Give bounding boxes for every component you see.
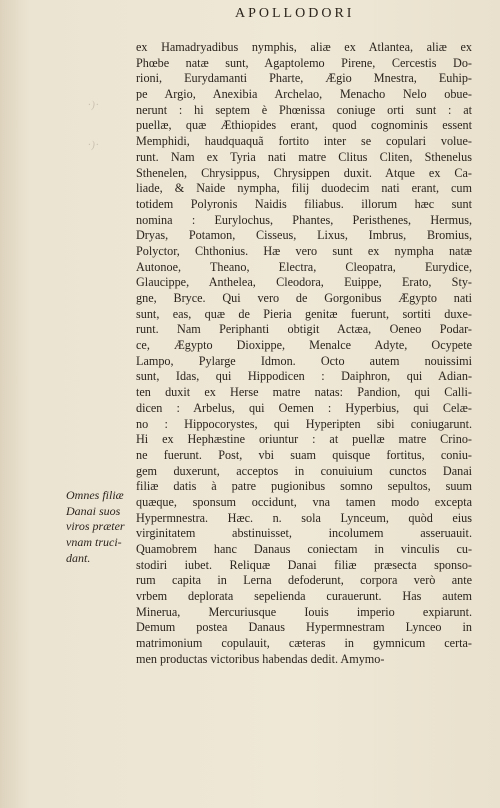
text-line: puellæ, quæ Æthiopides erant, quod cognominis essent <box>136 118 472 133</box>
text-line: pe Argio, Anexibia Archelao, Menacho Nelo obue- <box>136 87 472 102</box>
text-line: sunt, Idas, qui Hippodicen : Daiphron, qui Adian- <box>136 369 472 384</box>
text-line: men productas victoribus habendas dedit. Amymo- <box>136 651 385 666</box>
text-line: ne fuerunt. Post, vbi suam quisque fortitus, coniu- <box>136 447 472 462</box>
text-line: runt. Nam Periphanti obtigit Actæa, Oeneo Podar- <box>136 322 472 337</box>
text-line: gne, Bryce. Qui vero de Gorgonibus Ægypto nati <box>136 291 472 305</box>
text-line: ce, Ægypto Dioxippe, Menalce Adyte, Ocypete <box>136 338 472 353</box>
text-line: matrimonium copulauit, cæteras in gymnicum certa- <box>136 636 472 651</box>
text-line: gem duxerunt, acceptos in conuiuium cunctos Danai <box>136 463 472 478</box>
margin-note-line: vnam truci- <box>66 535 122 550</box>
text-line: rum capita in Lerna defoderunt, corpora verò ante <box>136 573 472 588</box>
text-line: rioni, Eurydamanti Pharte, Ægio Mnestra, Euhip- <box>136 71 472 86</box>
margin-note-line: viros præter <box>66 519 125 534</box>
text-line: dicen : Arbelus, qui Oemen : Hyperbius, qui Celæ- <box>136 400 472 415</box>
show-through-mark: ·)· <box>88 140 100 151</box>
text-line: quæque, sponsum occidunt, vna tamen modo excepta <box>136 494 472 509</box>
text-line: totidem Polyronis Naidis filiabus. illorum hæc sunt <box>136 196 472 211</box>
text-line: Glaucippe, Anthelea, Cleodora, Euippe, Erato, Sty- <box>136 275 472 290</box>
text-line: Memphidi, haudquaquã fortito inter se copulari volue- <box>136 134 472 149</box>
text-line: Autonoe, Theano, Electra, Cleopatra, Eurydice, <box>136 259 472 274</box>
text-line: runt. Nam ex Tyria nati matre Clitus Cliten, Sthenelus <box>136 149 472 164</box>
running-head: APOLLODORI <box>235 6 355 21</box>
text-line: Lampo, Pylarge Idmon. Octo autem nouissimi <box>136 353 472 368</box>
text-line: Hi ex Hephæstine oriuntur : at puellæ matre Crino- <box>136 432 472 447</box>
margin-note <box>66 488 136 566</box>
text-line: stodiri iubet. Reliquæ Danai filiæ præsecta sponso- <box>136 557 472 572</box>
text-line: virginitatem abstinuisset, incolumem asseruauit. <box>136 526 472 541</box>
text-line: Sthenelen, Chrysippus, Chrysippen duxit. Atque ex Ca- <box>136 165 472 180</box>
text-line: filiæ datis à patre pugionibus somno sepultos, suum <box>136 479 472 494</box>
text-line: Polyctor, Chthonius. Hæ vero sunt ex nympha natæ <box>136 243 472 258</box>
text-line: Demum postea Danaus Hypermnestram Lynceo in <box>136 620 472 635</box>
text-line: nerunt : hi septem è Phœnissa coniuge orti sunt : at <box>136 102 472 117</box>
text-line: Hypermnestra. Hæc. n. sola Lynceum, quòd eius <box>136 510 472 525</box>
show-through-mark: ·)· <box>88 100 100 111</box>
margin-note-line: Danai suos <box>66 503 121 518</box>
text-line: no : Hippocorystes, qui Hyperipten sibi coniugarunt. <box>136 416 472 431</box>
margin-note-line: Omnes filiæ <box>66 488 124 502</box>
text-line: nomina : Eurylochus, Phantes, Peristhenes, Hermus, <box>136 212 472 227</box>
body-text <box>136 40 472 668</box>
text-line: Dryas, Potamon, Cisseus, Lixus, Imbrus, Bromius, <box>136 228 472 243</box>
text-line: ten duxit ex Herse matre natas: Pandion, qui Calli- <box>136 385 472 400</box>
text-line: sunt, eas, quæ de Pieria genitæ fuerunt, sortiti duxe- <box>136 306 472 321</box>
margin-note-line: dant. <box>66 550 91 565</box>
text-line: vrbem deplorata sepelienda curauerunt. Has autem <box>136 589 472 604</box>
text-line: liade, & Naide nympha, filij duodecim nati erant, cum <box>136 181 472 196</box>
text-line: Quamobrem hanc Danaus coniectam in vinculis cu- <box>136 542 472 556</box>
text-line: ex Hamadryadibus nymphis, aliæ ex Atlantea, aliæ ex <box>136 40 472 54</box>
text-line: Minerua, Mercuriusque Iouis imperio expiarunt. <box>136 604 472 619</box>
text-line: Phœbe natæ sunt, Agaptolemo Pirene, Cercestis Do- <box>136 55 472 70</box>
